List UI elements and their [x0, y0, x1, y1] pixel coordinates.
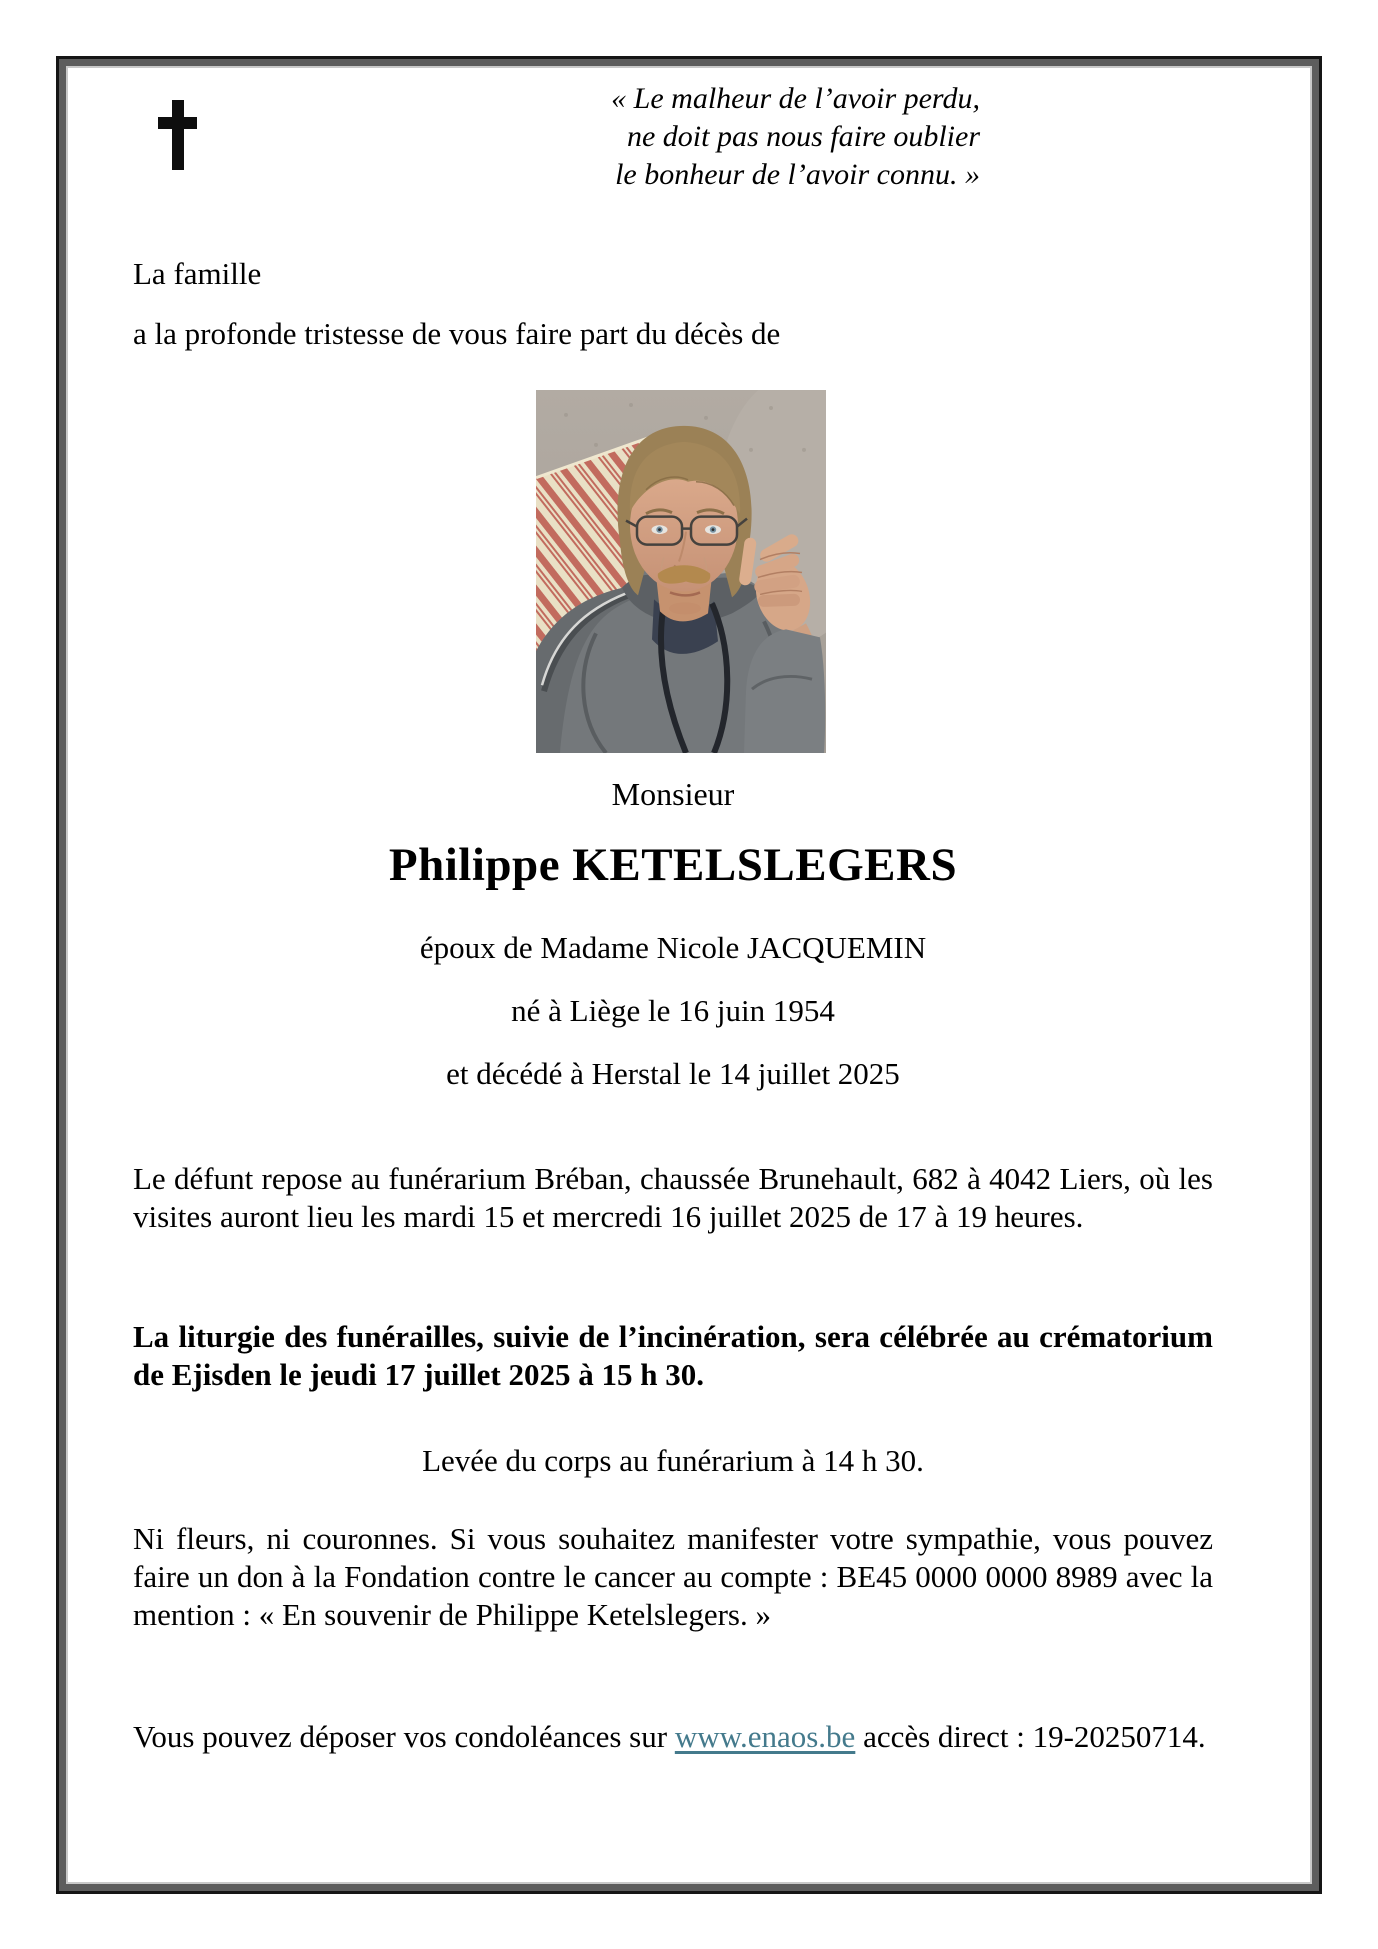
liturgy-paragraph: La liturgie des funérailles, suivie de l’incinération, sera célébrée au crématorium de Ejisden le jeudi 17 juillet 2025 à 15 h 30. — [133, 1319, 1213, 1392]
quote-line: « Le malheur de l’avoir perdu, — [611, 82, 980, 115]
portrait-photo — [536, 390, 826, 753]
death-line: et décédé à Herstal le 14 juillet 2025 — [446, 1056, 900, 1091]
quote-line: ne doit pas nous faire oublier — [626, 120, 980, 153]
cross-icon — [158, 100, 197, 170]
card-content — [68, 68, 1310, 1882]
family-line: La famille — [133, 256, 262, 291]
page-frame — [56, 56, 1322, 1894]
title-monsieur: Monsieur — [611, 776, 735, 812]
condolences-text-before: Vous pouvez déposer vos condoléances sur — [133, 1719, 675, 1754]
birth-line: né à Liège le 16 juin 1954 — [511, 993, 835, 1028]
repose-paragraph: Le défunt repose au funérarium Bréban, chaussée Brunehault, 682 à 4042 Liers, où les visites auront lieu les mardi 15 et mercredi 16 juillet 2025 de 17 à 19 heures. — [133, 1161, 1213, 1234]
condolences-text-after: accès direct : 19-20250714. — [855, 1719, 1206, 1754]
levee-line: Levée du corps au funérarium à 14 h 30. — [422, 1443, 924, 1478]
spouse-line: époux de Madame Nicole JACQUEMIN — [419, 930, 927, 965]
announcement-line: a la profonde tristesse de vous faire part du décès de — [133, 316, 781, 351]
memorial-quote — [611, 80, 980, 194]
flowers-paragraph: Ni fleurs, ni couronnes. Si vous souhaitez manifester votre sympathie, vous pouvez faire un don à la Fondation contre le cancer au compte : BE45 0000 0000 8989 avec la mention : « En souvenir de Philippe Ketelslegers. » — [133, 1521, 1213, 1632]
quote-line: le bonheur de l’avoir connu. » — [615, 158, 980, 191]
enaos-link[interactable]: www.enaos.be — [674, 1719, 856, 1754]
deceased-name: Philippe KETELSLEGERS — [388, 839, 958, 891]
condolences-paragraph — [133, 1718, 1213, 1756]
